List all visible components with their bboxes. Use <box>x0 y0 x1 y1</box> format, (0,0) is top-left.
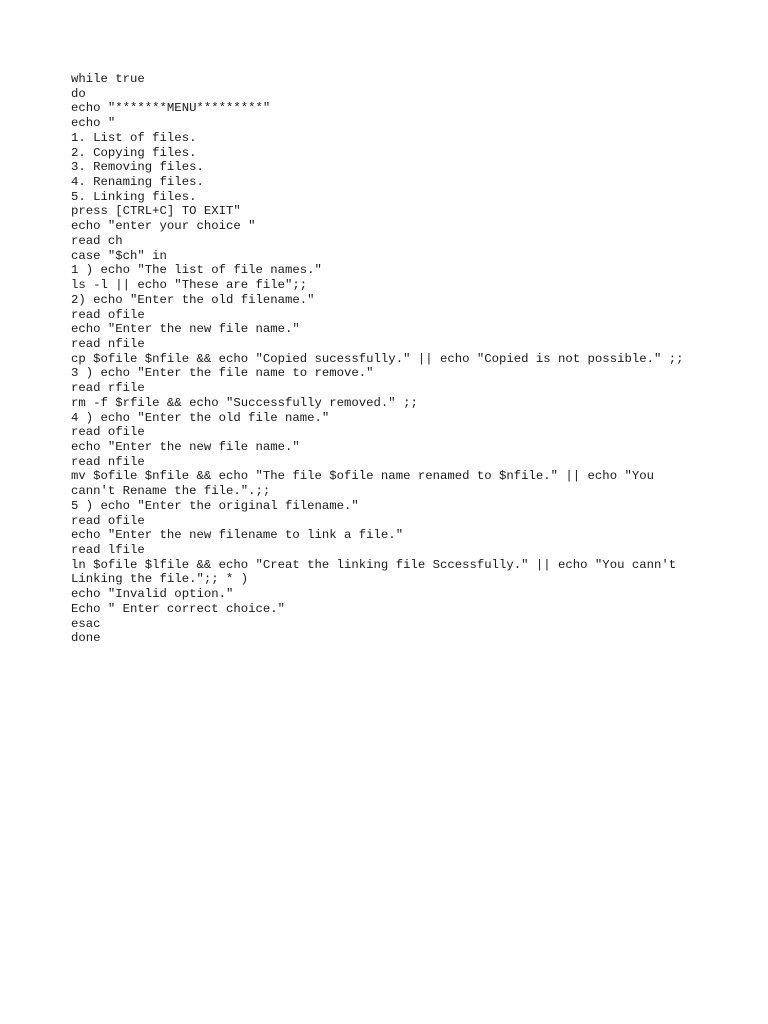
code-line: 2. Copying files. <box>71 145 197 160</box>
code-line: Echo " Enter correct choice." <box>71 601 286 616</box>
code-line: echo "enter your choice " <box>71 219 256 234</box>
code-line: 5 ) echo "Enter the original filename." <box>71 498 359 513</box>
code-line: rm -f $rfile && echo "Successfully removed." ;; <box>71 395 418 410</box>
code-line: echo "Enter the new file name." <box>71 439 300 454</box>
code-line: esac <box>71 616 101 631</box>
code-line: cp $ofile $nfile && echo "Copied sucessfully." || echo "Copied is not possible." ;; <box>71 351 684 366</box>
code-line: read rfile <box>71 381 145 396</box>
code-line: do <box>71 86 86 101</box>
code-line: 4 ) echo "Enter the old file name." <box>71 410 330 425</box>
shell-script-text <box>71 72 711 646</box>
code-line: read ofile <box>71 425 145 440</box>
code-line: 2) echo "Enter the old filename." <box>71 292 315 307</box>
code-line: Linking the file.";; * ) <box>71 572 249 587</box>
code-line: echo "Enter the new file name." <box>71 322 300 337</box>
code-line: echo "*******MENU*********" <box>71 101 271 116</box>
code-line: 3 ) echo "Enter the file name to remove." <box>71 366 374 381</box>
code-line: cann't Rename the file.".;; <box>71 484 271 499</box>
code-line: press [CTRL+C] TO EXIT" <box>71 204 241 219</box>
code-line: read ofile <box>71 513 145 528</box>
code-line: 3. Removing files. <box>71 160 204 175</box>
code-line: mv $ofile $nfile && echo "The file $ofile name renamed to $nfile." || echo "You <box>71 469 654 484</box>
code-line: case "$ch" in <box>71 248 167 263</box>
code-line: echo " <box>71 116 116 131</box>
code-line: 5. Linking files. <box>71 189 197 204</box>
code-line: echo "Enter the new filename to link a file." <box>71 528 404 543</box>
code-line: read ch <box>71 233 123 248</box>
code-line: read nfile <box>71 454 145 469</box>
code-line: read nfile <box>71 336 145 351</box>
code-line: echo "Invalid option." <box>71 587 234 602</box>
code-line: read ofile <box>71 307 145 322</box>
code-line: 4. Renaming files. <box>71 175 204 190</box>
code-line: done <box>71 631 101 646</box>
code-line: ln $ofile $lfile && echo "Creat the linking file Sccessfully." || echo "You cann't <box>71 557 677 572</box>
code-line: while true <box>71 72 145 86</box>
code-line: 1. List of files. <box>71 130 197 145</box>
code-line: ls -l || echo "These are file";; <box>71 278 308 293</box>
code-line: read lfile <box>71 543 145 557</box>
code-line: 1 ) echo "The list of file names." <box>71 263 322 278</box>
